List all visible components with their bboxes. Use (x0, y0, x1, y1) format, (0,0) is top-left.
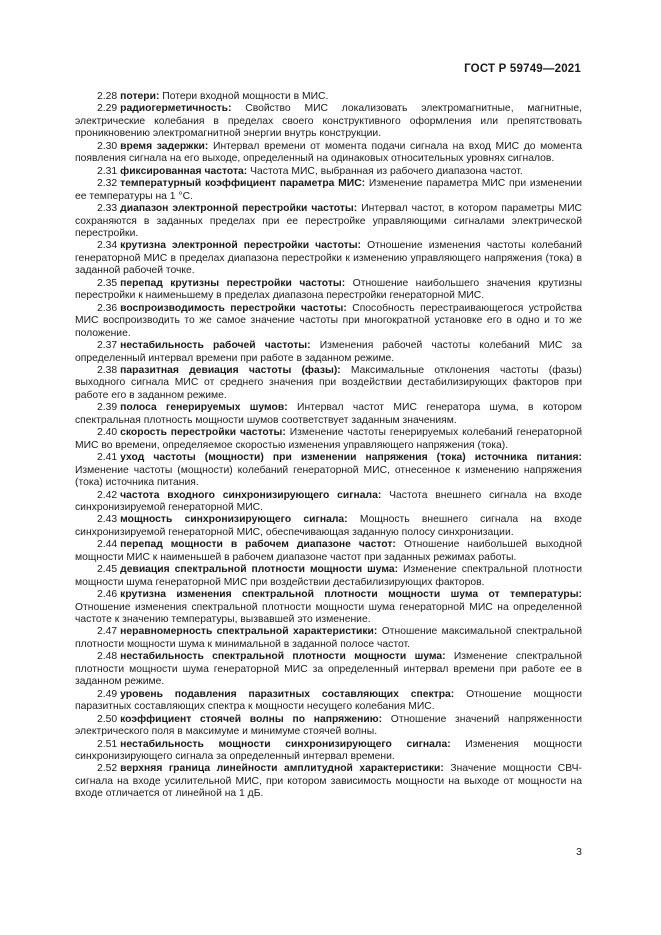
entry-definition: Изменение параметра МИС при изменении ее температуры на 1 °С. (75, 178, 582, 202)
entry-term: уровень подавления паразитных составляющих спектра: (120, 688, 455, 700)
entry-definition: Изменение спектральной плотности мощности шума генераторной МИС при воздействии дестабилизирующих факторов. (75, 564, 582, 588)
entry-number: 2.48 (97, 651, 118, 663)
entry-term: радиогерметичность: (120, 103, 232, 115)
definition-entry (75, 340, 582, 365)
definition-entry (75, 178, 582, 203)
entry-term: уход частоты (мощности) при изменении напряжения (тока) источника питания: (120, 452, 582, 464)
entry-term: крутизна изменения спектральной плотности мощности шума от температуры: (120, 589, 582, 601)
entry-term: верхняя граница линейности амплитудной характеристики: (120, 763, 444, 775)
entry-term: перепад мощности в рабочем диапазоне частот: (120, 539, 396, 551)
entry-definition: Свойство МИС локализовать электромагнитные, магнитные, электрические колебания в пределах своего конструктивного оформления или препятствовать проникновению электромагнитной энергии внутрь конструкции. (75, 103, 582, 140)
entry-term: паразитная девиация частоты (фазы): (120, 364, 341, 376)
entry-definition: Максимальные отклонения частоты (фазы) выходного сигнала МИС от среднего значения при воздействии дестабилизирующих факторов при работе его в заданном режиме. (75, 364, 582, 401)
entry-number: 2.37 (97, 340, 118, 352)
definition-entry (75, 203, 582, 240)
definition-entry (75, 626, 582, 651)
entry-definition: Отношение изменения спектральной плотности мощности шума генераторной МИС на определенной частоте к значению температуры, вызвавшей это изменение. (75, 601, 582, 626)
document-body (75, 91, 582, 801)
entry-term: полоса генерируемых шумов: (120, 402, 288, 414)
definition-entry (75, 763, 582, 800)
entry-term: крутизна электронной перестройки частоты: (120, 240, 362, 252)
entry-number: 2.32 (97, 178, 118, 190)
definition-entry (75, 278, 582, 303)
entry-number: 2.30 (97, 140, 118, 152)
definition-entry (75, 427, 582, 452)
entry-term: температурный коэффициент параметра МИС: (120, 178, 366, 190)
definition-entry (75, 651, 582, 688)
entry-definition: Изменения рабочей частоты колебаний МИС за определенный интервал времени при работе в заданном режиме. (75, 340, 582, 364)
definition-entry (75, 564, 582, 589)
definition-entry (75, 303, 582, 340)
entry-definition: Изменение спектральной плотности мощности шума генераторной МИС за определенный интервал времени при работе ее в заданном режиме. (75, 651, 583, 688)
entry-definition: Отношение наибольшей выходной мощности МИС к наименьшей в рабочем диапазоне частот при заданных режимах работы. (75, 539, 582, 563)
entry-definition: Интервал частот, в котором параметры МИС сохраняются в заданных пределах при ее перестройке управляющими сигналами электрической перестройки. (75, 203, 583, 239)
entry-definition: Изменение частоты (мощности) колебаний генераторной МИС, отнесенное к изменению напряжения (тока) источника питания. (75, 464, 582, 489)
definition-entry (75, 452, 582, 489)
entry-definition: Изменение частоты генерируемых колебаний генераторной МИС во времени, определяемое скоростью изменения управляющего напряжения (тока). (75, 427, 583, 451)
entry-definition: Интервал времени от момента подачи сигнала на вход МИС до момента появления сигнала на его выходе, определенный на одинаковых относительных уровнях сигналов. (75, 140, 582, 165)
definition-entry (75, 689, 582, 714)
definition-entry (75, 490, 582, 515)
entry-definition: Мощность внешнего сигнала на входе синхронизируемой генераторной МИС, обеспечивающая заданную полосу синхронизации. (75, 514, 582, 538)
entry-definition: Отношение максимальной спектральной плотности мощности шума к минимальной в заданной полосе частот. (75, 626, 583, 650)
page-number: 3 (576, 846, 582, 858)
entry-number: 2.33 (97, 203, 118, 215)
entry-number: 2.39 (97, 402, 118, 414)
entry-term: время задержки: (120, 140, 209, 152)
entry-number: 2.31 (97, 165, 118, 177)
entry-definition: Отношение значений напряженности электрического поля в максимуме и минимуме стоячей волны. (75, 713, 583, 738)
entry-number: 2.36 (97, 302, 118, 314)
entry-number: 2.34 (97, 240, 118, 252)
entry-number: 2.29 (97, 103, 118, 115)
entry-term: девиация спектральной плотности мощности шума: (120, 564, 399, 576)
definition-entry (75, 739, 582, 764)
entry-term: нестабильность рабочей частоты: (120, 340, 311, 352)
entry-definition: Частота МИС, выбранная из рабочего диапазона частот. (250, 165, 523, 177)
entry-term: коэффициент стоячей волны по напряжению: (120, 713, 383, 725)
definition-entry (75, 365, 582, 402)
entry-number: 2.40 (97, 427, 118, 439)
entry-number: 2.42 (97, 489, 118, 501)
entry-definition: Отношение мощности паразитных составляющих спектра к мощности несущего колебания МИС. (75, 688, 582, 713)
entry-number: 2.49 (97, 688, 118, 700)
entry-definition: Частота внешнего сигнала на входе синхронизируемой генераторной МИС. (75, 489, 582, 513)
definition-entry (75, 589, 582, 626)
entry-term: воспроизводимость перестройки частоты: (120, 302, 347, 314)
entry-definition: Отношение наибольшего значения крутизны перестройки к наименьшему в пределах диапазона перестройки генераторной МИС. (75, 277, 582, 302)
entry-number: 2.51 (97, 738, 118, 750)
entry-number: 2.44 (97, 539, 118, 551)
entry-definition: Значение мощности СВЧ-сигнала на входе усилительной МИС, при котором зависимость мощности на выходе от мощности на входе отличается от линейной на 1 дБ. (75, 763, 583, 800)
definition-entry (75, 402, 582, 427)
entry-number: 2.43 (97, 514, 118, 526)
entry-number: 2.46 (97, 589, 118, 601)
entry-definition: Отношение изменения частоты колебаний генераторной МИС в пределах диапазона перестройки к изменению управляющего напряжения (тока) в заданной рабочей точке. (75, 240, 583, 277)
definition-entry (75, 514, 582, 539)
entry-term: фиксированная частота: (120, 165, 248, 177)
document-header: ГОСТ Р 59749—2021 (464, 63, 581, 75)
entry-term: скорость перестройки частоты: (120, 427, 286, 439)
entry-number: 2.28 (97, 91, 118, 102)
entry-number: 2.38 (97, 364, 118, 376)
entry-definition: Изменения мощности синхронизирующего сигнала за определенный интервал времени. (75, 738, 583, 763)
entry-term: перепад крутизны перестройки частоты: (120, 277, 346, 289)
definition-entry (75, 539, 582, 564)
entry-term: нестабильность мощности синхронизирующего сигнала: (120, 738, 451, 750)
definition-entry (75, 240, 582, 277)
entry-number: 2.52 (97, 763, 118, 775)
entry-term: диапазон электронной перестройки частоты: (120, 203, 358, 215)
definition-entry (75, 166, 582, 178)
entry-definition: Способность перестраивающегося устройства МИС воспроизводить то же самое значение частоты при многократной установке его в одно и то же положение. (75, 302, 583, 339)
entry-number: 2.50 (97, 713, 118, 725)
entry-term: неравномерность спектральной характеристики: (120, 626, 378, 638)
entry-term: частота входного синхронизирующего сигнала: (120, 489, 382, 501)
entry-definition: Потери входной мощности в МИС. (162, 91, 329, 102)
definition-entry (75, 714, 582, 739)
entry-number: 2.47 (97, 626, 118, 638)
entry-term: нестабильность спектральной плотности мощности шума: (120, 651, 446, 663)
entry-term: мощность синхронизирующего сигнала: (120, 514, 348, 526)
entry-number: 2.35 (97, 277, 118, 289)
entry-term: потери: (120, 91, 160, 102)
entry-number: 2.45 (97, 564, 118, 576)
definition-entry (75, 141, 582, 166)
entry-definition: Интервал частот МИС генератора шума, в котором спектральная плотность мощности шумов соответствует заданным значениям. (75, 402, 582, 426)
entry-number: 2.41 (97, 452, 118, 464)
definition-entry (75, 91, 582, 103)
definition-entry (75, 103, 582, 140)
